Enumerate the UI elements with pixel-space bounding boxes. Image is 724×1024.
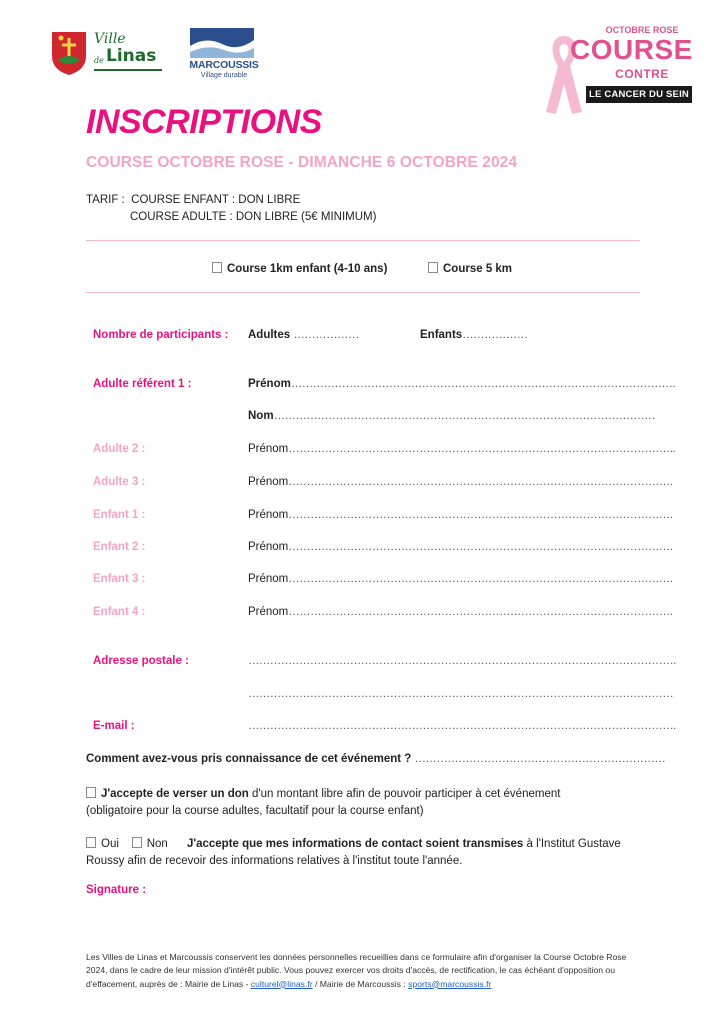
adults-dots: ……………… bbox=[293, 329, 359, 341]
child-1-dots: ……………………………………………………………………………………………. bbox=[288, 509, 673, 521]
consent-non-checkbox[interactable] bbox=[132, 837, 142, 848]
adult-2-label: Adulte 2 : bbox=[93, 443, 146, 455]
child-4-field-label: Prénom bbox=[248, 606, 289, 618]
consent-line-2: Roussy afin de recevoir des informations relatives à l'institut toute l'année. bbox=[86, 855, 463, 867]
linas-name-text: Linas bbox=[106, 46, 157, 66]
donation-checkbox[interactable] bbox=[86, 787, 96, 798]
signature-label: Signature : bbox=[86, 884, 147, 896]
page-subtitle: COURSE OCTOBRE ROSE - DIMANCHE 6 OCTOBRE 2024 bbox=[86, 154, 518, 171]
linas-shield-icon bbox=[50, 30, 88, 76]
source-question-text: Comment avez-vous pris connaissance de cet événement ? bbox=[86, 753, 412, 765]
source-question-dots: …………………………………………………………… bbox=[414, 753, 666, 765]
referent-prenom-field[interactable] bbox=[248, 378, 675, 390]
course-logo-top: OCTOBRE ROSE bbox=[605, 25, 679, 35]
course-logo bbox=[542, 22, 692, 122]
tarif-line-2: COURSE ADULTE : DON LIBRE (5€ MINIMUM) bbox=[130, 211, 377, 223]
adult-3-field-label: Prénom bbox=[248, 476, 289, 488]
adult-3-dots: ……………………………………………………………………………………………. bbox=[288, 476, 673, 488]
marcoussis-landscape-icon bbox=[190, 28, 254, 58]
marcoussis-logo bbox=[188, 28, 260, 86]
adult-2-prenom-field[interactable] bbox=[248, 443, 675, 455]
donation-bold: J'accepte de verser un don bbox=[101, 788, 249, 800]
race-option-kids-label: Course 1km enfant (4-10 ans) bbox=[227, 263, 388, 275]
address-line-1-dots: ………………………………………………………………………………………………………. bbox=[248, 655, 676, 667]
child-4-label: Enfant 4 : bbox=[93, 606, 146, 618]
race-option-5km-label: Course 5 km bbox=[443, 263, 513, 275]
child-4-prenom-field[interactable] bbox=[248, 606, 672, 618]
footer-text-2: / Mairie de Marcoussis : bbox=[312, 978, 409, 989]
adult-2-dots: …………………………………………………………………………………………….. bbox=[288, 443, 675, 455]
linas-ville-text: Ville bbox=[94, 31, 126, 47]
child-1-field-label: Prénom bbox=[248, 509, 289, 521]
page-title: INSCRIPTIONS bbox=[86, 103, 322, 141]
privacy-footer bbox=[86, 951, 646, 991]
adult-3-label: Adulte 3 : bbox=[93, 476, 146, 488]
checkbox-5km[interactable] bbox=[428, 262, 438, 273]
children-dots: ……………… bbox=[462, 329, 528, 341]
referent-prenom-label: Prénom bbox=[248, 378, 291, 390]
email-dots: ………………………………………………………………………………………………………. bbox=[248, 720, 676, 732]
address-line-2-field[interactable] bbox=[248, 688, 673, 700]
referent-prenom-dots: ……………………………………………………………………………………………. bbox=[290, 378, 675, 390]
email-field[interactable] bbox=[248, 720, 676, 732]
donation-rest: d'un montant libre afin de pouvoir participer à cet événement bbox=[248, 788, 561, 800]
consent-rest: à l'Institut Gustave bbox=[523, 838, 621, 850]
address-line-1-field[interactable] bbox=[248, 655, 676, 667]
child-2-prenom-field[interactable] bbox=[248, 541, 672, 553]
marcoussis-name: MARCOUSSIS bbox=[189, 59, 259, 71]
address-label: Adresse postale : bbox=[93, 655, 189, 667]
consent-oui-label: Oui bbox=[101, 838, 119, 850]
consent-non-label: Non bbox=[146, 838, 168, 850]
consent-bold: J'accepte que mes informations de contact soient transmises bbox=[186, 838, 524, 850]
referent-nom-label: Nom bbox=[248, 410, 274, 422]
donation-paragraph bbox=[86, 786, 646, 820]
race-option-kids[interactable] bbox=[212, 262, 387, 275]
adults-label: Adultes bbox=[248, 329, 291, 341]
child-4-dots: ……………………………………………………………………………………………. bbox=[288, 606, 673, 618]
adults-count-field[interactable] bbox=[248, 329, 359, 341]
consent-oui-checkbox[interactable] bbox=[86, 837, 96, 848]
child-2-dots: ……………………………………………………………………………………………. bbox=[288, 541, 673, 553]
child-3-field-label: Prénom bbox=[248, 573, 289, 585]
child-3-label: Enfant 3 : bbox=[93, 573, 146, 585]
course-logo-main: COURSE bbox=[570, 34, 693, 65]
footer-text-1: Les Villes de Linas et Marcoussis conservent les données personnelles recueillies dans ce formulaire afin d'organiser la Course Octobre Rose 2024, dans le cadre de leur mission d'intérêt public. Vous pouvez exercer vos droits d'accès, de rectification, le cas échéant d'opposition ou d'effacement, auprès de : Mairie de Linas - bbox=[86, 952, 627, 989]
marcoussis-tagline: Village durable bbox=[200, 72, 248, 79]
child-2-label: Enfant 2 : bbox=[93, 541, 146, 553]
adult-2-field-label: Prénom bbox=[248, 443, 289, 455]
referent-nom-field[interactable] bbox=[248, 410, 655, 422]
course-logo-bar: LE CANCER DU SEIN bbox=[586, 86, 692, 103]
source-question[interactable] bbox=[86, 753, 665, 765]
linas-logo bbox=[48, 28, 166, 78]
course-logo-contre: CONTRE bbox=[615, 67, 669, 81]
footer-email-linas[interactable]: culturel@linas.fr bbox=[250, 978, 313, 989]
child-2-field-label: Prénom bbox=[248, 541, 289, 553]
children-count-field[interactable] bbox=[420, 329, 528, 341]
referent-label: Adulte référent 1 : bbox=[93, 378, 192, 390]
checkbox-kids[interactable] bbox=[212, 262, 222, 273]
donation-line-2: (obligatoire pour la course adultes, facultatif pour la course enfant) bbox=[86, 805, 424, 817]
child-1-prenom-field[interactable] bbox=[248, 509, 672, 521]
consent-paragraph bbox=[86, 836, 646, 870]
race-option-5km[interactable] bbox=[428, 262, 512, 275]
child-3-prenom-field[interactable] bbox=[248, 573, 672, 585]
divider-top bbox=[86, 240, 640, 241]
adult-3-prenom-field[interactable] bbox=[248, 476, 672, 488]
child-3-dots: ……………………………………………………………………………………………. bbox=[288, 573, 673, 585]
children-label: Enfants bbox=[420, 329, 463, 341]
tarif-line-1: TARIF : COURSE ENFANT : DON LIBRE bbox=[86, 194, 301, 206]
referent-nom-dots: …………………………………………………………………………………………… bbox=[273, 410, 656, 422]
linas-underline bbox=[94, 69, 162, 71]
child-1-label: Enfant 1 : bbox=[93, 509, 146, 521]
divider-bottom bbox=[86, 292, 640, 293]
linas-de-text: de bbox=[94, 56, 104, 65]
participants-label: Nombre de participants : bbox=[93, 329, 229, 341]
address-line-2-dots: ……………………………………………………………………………………………………… bbox=[248, 688, 674, 700]
email-label: E-mail : bbox=[93, 720, 135, 732]
footer-email-marcoussis[interactable]: sports@marcoussis.fr bbox=[408, 978, 492, 989]
